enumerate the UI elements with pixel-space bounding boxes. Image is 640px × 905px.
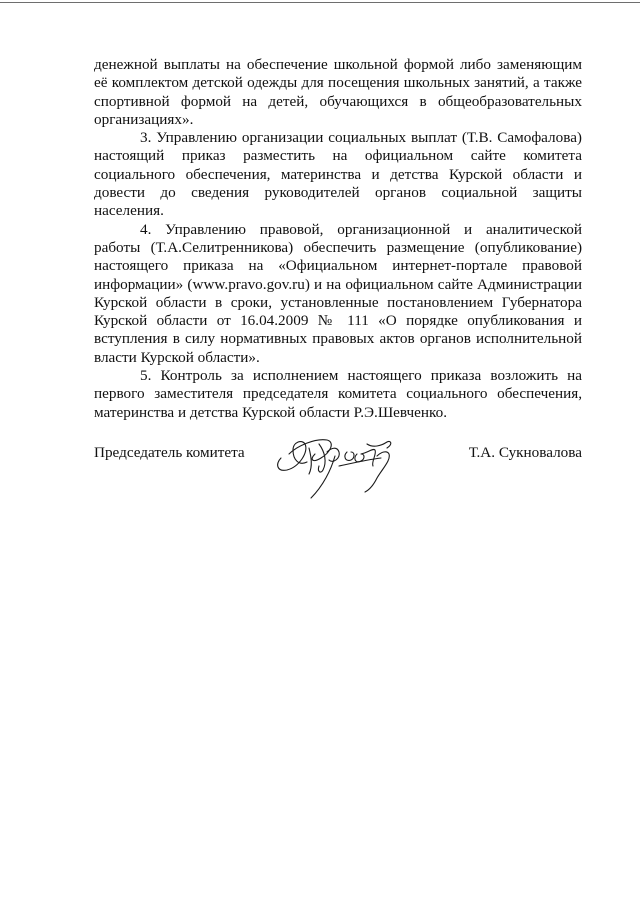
signatory-position: Председатель комитета — [94, 444, 245, 461]
paragraph-item-4: 4. Управлению правовой, организационной и аналитической работы (Т.А.Селитренникова) обеспечить размещение (опубликование) настоящего приказа на «Официальном интернет-портале правовой информации» (www.pravo.gov.ru) и на официальном сайте Администрации Курской области в сроки, установленные постановлением Губернатора Курской области от 16.04.2009 № 111 «О порядке опубликования и вступления в силу нормативных правовых актов органов исполнительной власти Курской области». — [94, 220, 582, 366]
paragraph-continuation: денежной выплаты на обеспечение школьной формой либо заменяющим её комплектом детской одежды для посещения школьных занятий, а также спортивной формой на детей, обучающихся в общеобразовательных организациях». — [94, 56, 582, 128]
document-body — [94, 56, 582, 422]
handwritten-signature — [269, 430, 409, 505]
signatory-name: Т.А. Сукновалова — [468, 444, 582, 461]
paragraph-item-5: 5. Контроль за исполнением настоящего приказа возложить на первого заместителя председателя комитета социального обеспечения, материнства и детства Курской области Р.Э.Шевченко. — [94, 367, 582, 421]
signature-block — [94, 430, 582, 510]
paragraph-item-3: 3. Управлению организации социальных выплат (Т.В. Самофалова) настоящий приказ разместить на официальном сайте комитета социального обеспечения, материнства и детства Курской области и довести до сведения руководителей органов социальной защиты населения. — [94, 129, 582, 220]
page-top-edge — [0, 2, 640, 3]
